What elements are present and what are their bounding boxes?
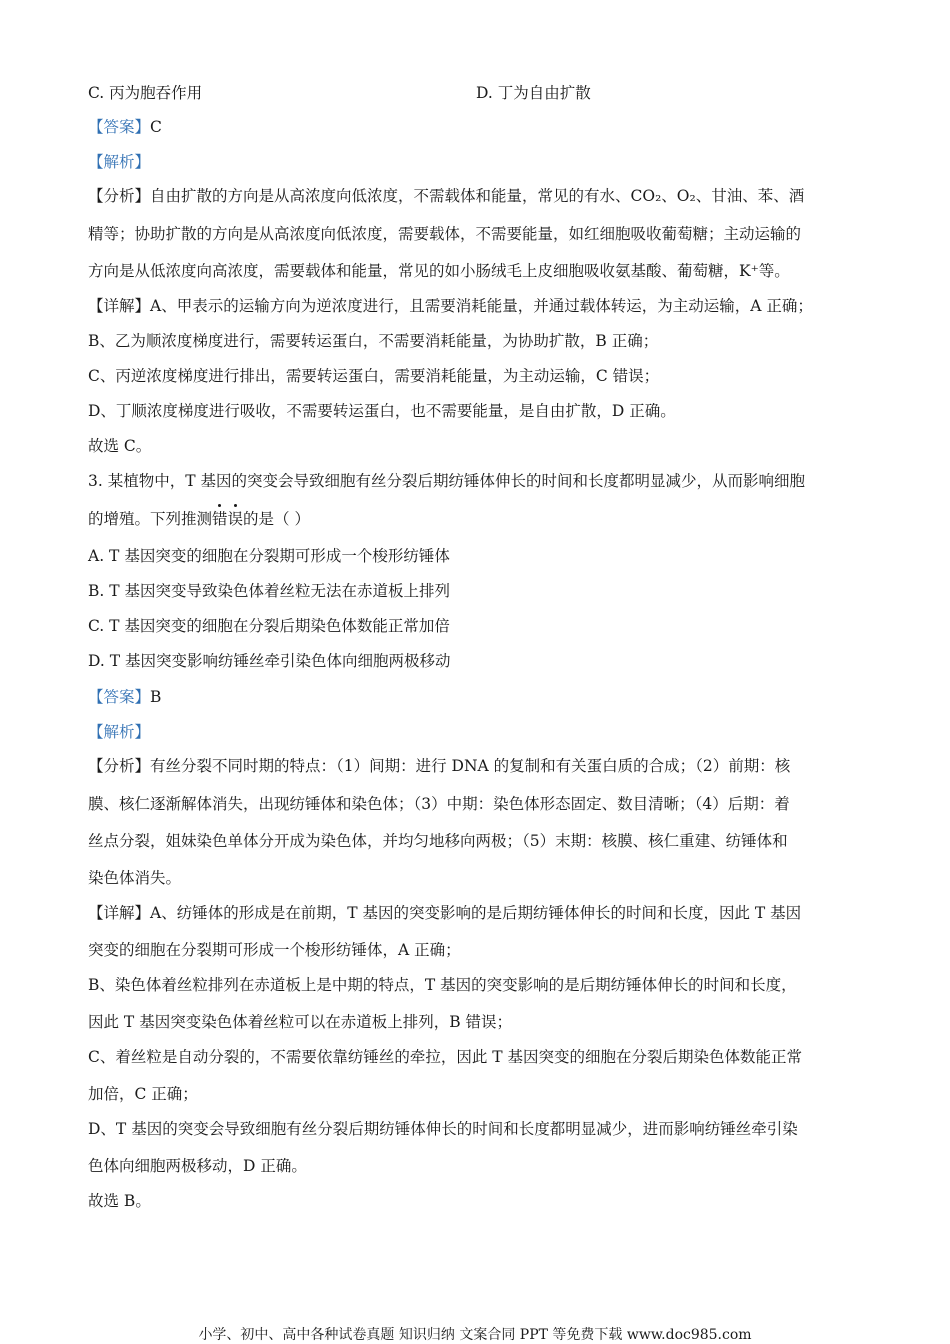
- xiangjie-tag: 【详解】: [88, 297, 151, 315]
- q3-xiangjie-line: 因此 T 基因突变染色体着丝粒可以在赤道板上排列，B 错误；: [88, 1013, 513, 1031]
- q2-xiangjie-line: D、丁顺浓度梯度进行吸收，不需要转运蛋白，也不需要能量，是自由扩散，D 正确。: [88, 402, 676, 420]
- q3-fenxi-line: [88, 756, 868, 776]
- q3-answer: [88, 687, 868, 707]
- q3-fenxi-line: 膜、核仁逐渐解体消失，出现纺锤体和染色体；（3）中期：染色体形态固定、数目清晰；（4）后期：着: [88, 795, 790, 813]
- q3-option-d: D. T 基因突变影响纺锤丝牵引染色体向细胞两极移动: [88, 652, 451, 670]
- q3-xiangjie-line: B、染色体着丝粒排列在赤道板上是中期的特点，T 基因的突变影响的是后期纺锤体伸长的时间和长度，: [88, 976, 797, 994]
- answer-value: B: [150, 688, 162, 706]
- q2-xiangjie-line: C、丙逆浓度梯度进行排出，需要转运蛋白，需要消耗能量，为主动运输，C 错误；: [88, 367, 660, 385]
- q3-analysis-heading: 【解析】: [88, 723, 151, 741]
- q3-xiangjie-line: 加倍，C 正确；: [88, 1085, 198, 1103]
- q3-xiangjie-line: 突变的细胞在分裂期可形成一个梭形纺锤体，A 正确；: [88, 941, 461, 959]
- q3-conclusion: 故选 B。: [88, 1192, 151, 1210]
- fenxi-tag: 【分析】: [88, 757, 151, 775]
- q2-fenxi-line: 精等；协助扩散的方向是从高浓度向低浓度，需要载体，不需要能量，如红细胞吸收葡萄糖；主动运输的: [88, 225, 802, 243]
- emphasis-char: 错: [212, 510, 228, 528]
- q2-option-c: C. 丙为胞吞作用: [88, 84, 203, 102]
- fenxi-text: 自由扩散的方向是从高浓度向低浓度，不需载体和能量，常见的有水、CO₂、O₂、甘油、苯、酒: [150, 187, 805, 205]
- answer-value: C: [150, 118, 162, 136]
- emphasis-char: 误: [228, 510, 244, 528]
- q3-xiangjie-line: C、着丝粒是自动分裂的，不需要依靠纺锤丝的牵拉，因此 T 基因突变的细胞在分裂后期染色体数能正常: [88, 1048, 803, 1066]
- stem-text: 的是（ ）: [243, 510, 310, 528]
- q2-answer: [88, 117, 868, 137]
- q2-fenxi-line: 方向是从低浓度向高浓度，需要载体和能量，常见的如小肠绒毛上皮细胞吸收氨基酸、葡萄糖，K⁺等。: [88, 262, 790, 280]
- q3-stem-line: [88, 509, 868, 529]
- q2-xiangjie-line: B、乙为顺浓度梯度进行，需要转运蛋白，不需要消耗能量，为协助扩散，B 正确；: [88, 332, 659, 350]
- q3-stem-line: 3. 某植物中，T 基因的突变会导致细胞有丝分裂后期纺锤体伸长的时间和长度都明显减少，从而影响细胞: [88, 472, 805, 490]
- emphasis-dot: [234, 504, 237, 507]
- q2-xiangjie-line: [88, 296, 868, 316]
- fenxi-text: 有丝分裂不同时期的特点：（1）间期：进行 DNA 的复制和有关蛋白质的合成；（2）前期：核: [150, 757, 791, 775]
- q3-option-a: A. T 基因突变的细胞在分裂期可形成一个梭形纺锤体: [88, 547, 450, 565]
- q3-fenxi-line: 染色体消失。: [88, 869, 182, 887]
- xiangjie-tag: 【详解】: [88, 904, 151, 922]
- q2-conclusion: 故选 C。: [88, 437, 152, 455]
- page-footer: 小学、初中、高中各种试卷真题 知识归纳 文案合同 PPT 等免费下载 www.doc985.com: [198, 1327, 752, 1343]
- xiangjie-text: A、纺锤体的形成是在前期，T 基因的突变影响的是后期纺锤体伸长的时间和长度，因此 T 基因: [150, 904, 802, 922]
- q3-option-c: C. T 基因突变的细胞在分裂后期染色体数能正常加倍: [88, 617, 450, 635]
- q3-xiangjie-line: 色体向细胞两极移动，D 正确。: [88, 1157, 307, 1175]
- q3-xiangjie-line: D、T 基因的突变会导致细胞有丝分裂后期纺锤体伸长的时间和长度都明显减少，进而影响纺锤丝牵引染: [88, 1120, 798, 1138]
- q3-xiangjie-line: [88, 903, 868, 923]
- answer-tag: 【答案】: [88, 118, 151, 136]
- answer-tag: 【答案】: [88, 688, 151, 706]
- q3-fenxi-line: 丝点分裂，姐妹染色单体分开成为染色体，并均匀地移向两极；（5）末期：核膜、核仁重建、纺锤体和: [88, 832, 788, 850]
- q2-option-d: D. 丁为自由扩散: [476, 84, 591, 102]
- q2-options-row: [88, 81, 868, 103]
- fenxi-tag: 【分析】: [88, 187, 151, 205]
- q2-analysis-heading: 【解析】: [88, 153, 151, 171]
- stem-text: 的增殖。下列推测: [88, 510, 213, 528]
- xiangjie-text: A、甲表示的运输方向为逆浓度进行，且需要消耗能量，并通过载体转运，为主动运输，A 正确；: [150, 297, 813, 315]
- emphasis-dot: [218, 504, 221, 507]
- q2-fenxi-line: [88, 186, 868, 206]
- q3-option-b: B. T 基因突变导致染色体着丝粒无法在赤道板上排列: [88, 582, 451, 600]
